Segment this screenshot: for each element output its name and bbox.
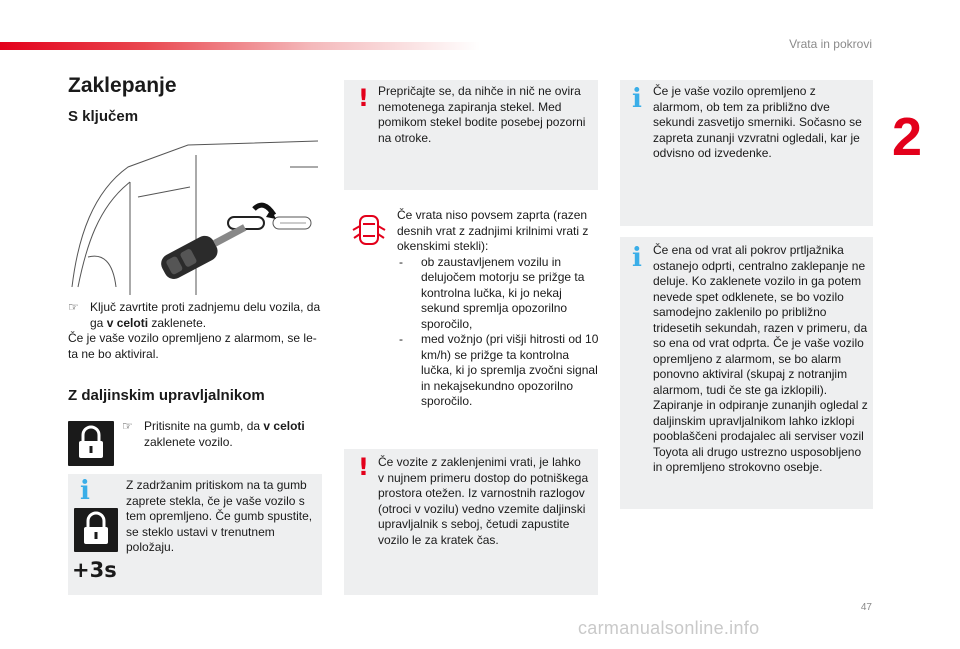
remote-section-heading: Z daljinskim upravljalnikom (68, 387, 265, 404)
pointing-hand-icon: ☞ (122, 419, 133, 433)
window-warning-text: Prepričajte se, da nihče in nič ne ovira nemotenega zapiranja stekel. Med pomikom stekel bodite posebej pozorni na otroke. (378, 84, 586, 145)
pointing-hand-icon: ☞ (68, 300, 79, 314)
alarm-note: Če je vaše vozilo opremljeno z alarmom, se le-ta ne bo aktiviral. (68, 331, 317, 361)
page-title: Zaklepanje (68, 74, 177, 97)
key-instructions: ☞ Ključ zavrtite proti zadnjemu delu vozila, da ga v celoti zaklenete. Če je vaše vozilo opremljeno z alarmom, se le-ta ne bo aktiviral. (68, 300, 326, 362)
key-section-heading: S ključem (68, 108, 139, 125)
door-open-list (397, 255, 601, 410)
window-close-info-box (68, 474, 322, 595)
door-open-warning-icon (350, 210, 388, 250)
central-locking-info-text: Če ena od vrat ali pokrov prtljažnika ostanejo odprti, centralno zaklepanje ne deluje. Ko zaklenete vozilo in ga potem nevede spet odklenete, se bo vozilo samodejno zaklenilo po približno tridesetih sekundah, razen v primeru, da so ena od vrat odprta. Če je vaše vozilo opremljeno z alarmom, se bo alarm ponovno aktiviral (skupaj z notranjim alarmom, tudi če ste ga izklopili). Zapiranje in odpiranje zunanjih ogledal z daljinskim upravljalnikom lahko izklopi pooblaščeni prodajalec ali serviser vozil Toyota ali drugo ustrezno usposobljeno in opremljeno strokovno osebje. (653, 243, 868, 474)
car-door-key-illustration (68, 137, 323, 295)
exclamation-icon: ! (358, 453, 369, 481)
remote-instructions: ☞ Pritisnite na gumb, da v celoti zaklenete vozilo. (122, 419, 305, 449)
locked-driving-warning-text: Če vozite z zaklenjenimi vrati, je lahko v nujnem primeru dostop do potniškega prostora otežen. Iz varnostnih razlogov (otroci v vozilu) vedno vzemite daljinski upravljalnik s seboj, četudi zapustite vozilo le za kratek čas. (378, 455, 589, 547)
list-item: - ob zaustavljenem vozilu in delujočem motorju se prižge ta kontrolna lučka, ki jo nekaj sekund spremlja opozorilno sporočilo, (399, 254, 585, 331)
chapter-number: 2 (892, 107, 923, 167)
watermark: carmanualsonline.info (578, 618, 760, 638)
window-close-info-text: Z zadržanim pritiskom na ta gumb zaprete stekla, če je vaše vozilo s tem opremljeno. Če gumb spustite, se steklo ustavi v trenutnem položaju. (126, 478, 313, 554)
page-number: 47 (860, 602, 872, 613)
locked-driving-warning-box (344, 449, 598, 595)
info-icon: i (632, 243, 642, 273)
padlock-icon (74, 508, 118, 552)
alarm-info-box (620, 80, 873, 226)
exclamation-icon: ! (358, 84, 369, 112)
central-locking-info-box (620, 237, 873, 509)
door-open-note: Če vrata niso povsem zaprta (razen desnih vrat z zadnjimi krilnimi vrati z okenskimi stekli): - ob zaustavljenem vozilu in delujočem motorju se prižge ta kontrolna lučka, ki jo nekaj sekund spremlja opozorilno sporočilo, - med vožnjo (pri višji hitrosti od 10 km/h) se prižge ta kontrolna lučka, ki jo spremlja zvočni signal in nekajsekundno opozorilno sporočilo. (397, 208, 601, 410)
hold-3s-label: +3s (72, 558, 117, 582)
alarm-info-text: Če je vaše vozilo opremljeno z alarmom, ob tem za približno dve sekundi zasvetijo smerniki. Sočasno se zapreta zunanji vzvratni ogledali, kar je odvisno od izvedenke. (653, 84, 862, 160)
info-icon: i (80, 476, 90, 506)
info-icon: i (632, 84, 642, 114)
section-title: Vrata in pokrovi (789, 37, 872, 51)
window-warning-box (344, 80, 598, 190)
padlock-icon (68, 421, 114, 466)
header-accent-bar (0, 42, 480, 50)
list-item: - med vožnjo (pri višji hitrosti od 10 km/h) se prižge ta kontrolna lučka, ki jo spremlja zvočni signal in nekajsekundno opozorilno sporočilo. (399, 332, 599, 408)
